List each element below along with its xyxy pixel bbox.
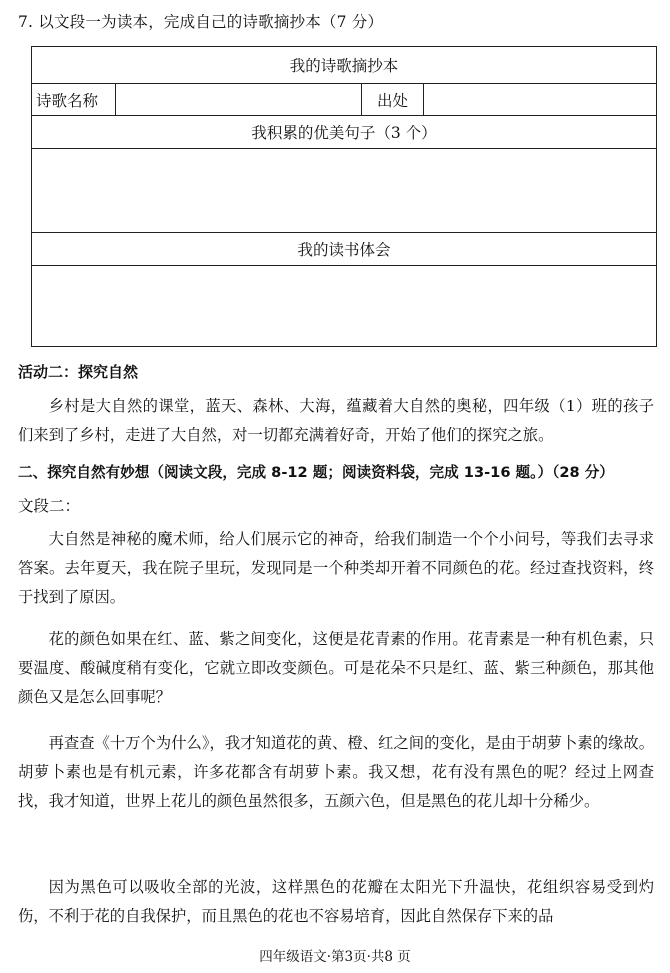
poem-name-label: 诗歌名称 — [32, 84, 116, 116]
excerpt-table-title: 我的诗歌摘抄本 — [32, 47, 657, 84]
section-two-heading: 二、探究自然有妙想（阅读文段，完成 8-12 题；阅读资料袋，完成 13-16 题。）（28 分） — [18, 464, 614, 481]
page-footer: 四年级语文·第3页·共8 页 — [259, 949, 411, 965]
passage-paragraph: 大自然是神秘的魔术师，给人们展示它的神奇，给我们制造一个个小问号，等我们去寻求答案。去年夏天，我在院子里玩，发现同是一个种类却开着不同颜色的花。经过查找资料，终于找到了原因。 — [18, 530, 654, 606]
intro-paragraph: 乡村是大自然的课堂，蓝天、森林、大海，蕴藏着大自然的奥秘，四年级（1）班的孩子们来到了乡村，走进了大自然，对一切都充满着好奇，开始了他们的探究之旅。 — [18, 397, 654, 444]
question-7-prompt: 7. 以文段一为读本，完成自己的诗歌摘抄本（7 分） — [18, 13, 384, 31]
activity-two-heading: 活动二：探究自然 — [18, 363, 139, 381]
sentences-answer-area[interactable] — [32, 149, 657, 233]
poem-name-field[interactable] — [116, 84, 362, 116]
passage-paragraph: 再查查《十万个为什么》，我才知道花的黄、橙、红之间的变化，是由于胡萝卜素的缘故。胡萝卜素也是有机元素，许多花都含有胡萝卜素。我又想，花有没有黑色的呢？经过上网查找，我才知道，世界上花儿的颜色虽然很多，五颜六色，但是黑色的花儿却十分稀少。 — [18, 734, 654, 810]
passage-paragraph: 因为黑色可以吸收全部的光波，这样黑色的花瓣在太阳光下升温快，花组织容易受到灼伤，不利于花的自我保护，而且黑色的花也不容易培育，因此自然保存下来的品 — [18, 878, 654, 925]
sentences-label: 我积累的优美句子（3 个） — [32, 116, 657, 149]
source-field[interactable] — [424, 84, 657, 116]
poetry-excerpt-table — [31, 46, 657, 347]
passage-paragraph: 花的颜色如果在红、蓝、紫之间变化，这便是花青素的作用。花青素是一种有机色素，只要温度、酸碱度稍有变化，它就立即改变颜色。可是花朵不只是红、蓝、紫三种颜色，那其他颜色又是怎么回事呢？ — [18, 630, 654, 706]
reflection-answer-area[interactable] — [32, 266, 657, 347]
passage-two-title: 文段二： — [18, 497, 81, 515]
source-label: 出处 — [362, 84, 424, 116]
reflection-label: 我的读书体会 — [32, 233, 657, 266]
